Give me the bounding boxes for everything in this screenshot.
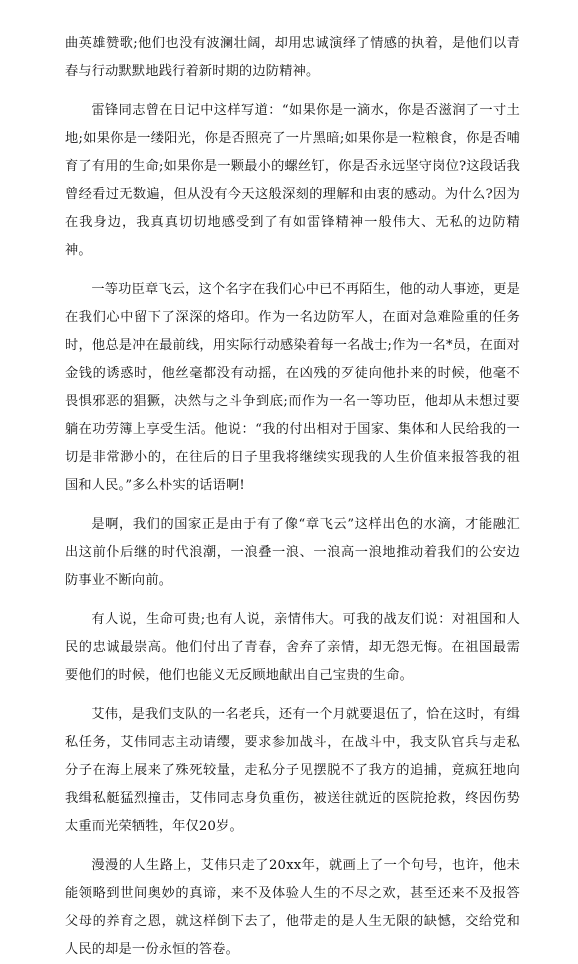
paragraph-5: 有人说，生命可贵;也有人说，亲情伟大。可我的战友们说：对祖国和人民的忠诚最崇高。他们付出了青春，舍弃了亲情，却无怨无悔。在祖国最需要他们的时候，他们也能义无反顾地献出自己宝贵的生命。 (65, 612, 520, 683)
paragraph-3: 一等功臣章飞云，这个名字在我们心中已不再陌生，他的动人事迹，更是在我们心中留下了深深的烙印。作为一名边防军人，在面对急难险重的任务时，他总是冲在最前线，用实际行动感染着每一名战士;作为一名*员，在面对金钱的诱惑时，他丝毫都没有动摇，在凶残的歹徒向他扑来的时候，他毫不畏惧邪恶的猖獗，决然与之斗争到底;而作为一名一等功臣，他却从未想过要躺在功劳簿上享受生活。他说：“我的付出相对于国家、集体和人民给我的一切是非常渺小的，在往后的日子里我将继续实现我的人生价值来报答我的祖国和人民。”多么朴实的话语啊! (65, 282, 520, 493)
paragraph-2: 雷锋同志曾在日记中这样写道：“如果你是一滴水，你是否滋润了一寸土地;如果你是一缕阳光，你是否照亮了一片黑暗;如果你是一粒粮食，你是否哺育了有用的生命;如果你是一颗最小的螺丝钉，你是否永远坚守岗位?这段话我曾经看过无数遍，但从没有今天这般深刻的理解和由衷的感动。为什么?因为在我身边，我真真切切地感受到了有如雷锋精神一般伟大、无私的边防精神。 (65, 103, 520, 258)
paragraph-6: 艾伟，是我们支队的一名老兵，还有一个月就要退伍了，恰在这时，有缉私任务，艾伟同志主动请缨，要求参加战斗，在战斗中，我支队官兵与走私分子在海上展来了殊死较量，走私分子见摆脱不了我方的追捕，竟疯狂地向我缉私艇猛烈撞击，艾伟同志身负重伤，被送往就近的医院抢救，终因伤势太重而光荣牺牲，年仅20岁。 (65, 707, 520, 834)
paragraph-1: 曲英雄赞歌;他们也没有波澜壮阔，却用忠诚演绎了情感的执着，是他们以青春与行动默默地践行着新时期的边防精神。 (65, 36, 520, 79)
paragraph-4: 是啊，我们的国家正是由于有了像“章飞云”这样出色的水滴，才能融汇出这前仆后继的时代浪潮，一浪叠一浪、一浪高一浪地推动着我们的公安边防事业不断向前。 (65, 517, 520, 588)
paragraph-7: 漫漫的人生路上，艾伟只走了20xx年，就画上了一个句号，也许，他未能领略到世间奥妙的真谛，来不及体验人生的不尽之欢，甚至还来不及报答父母的养育之恩，就这样倒下去了，他带走的是人生无限的缺憾，交给党和人民的却是一份永恒的答卷。 (65, 858, 520, 957)
